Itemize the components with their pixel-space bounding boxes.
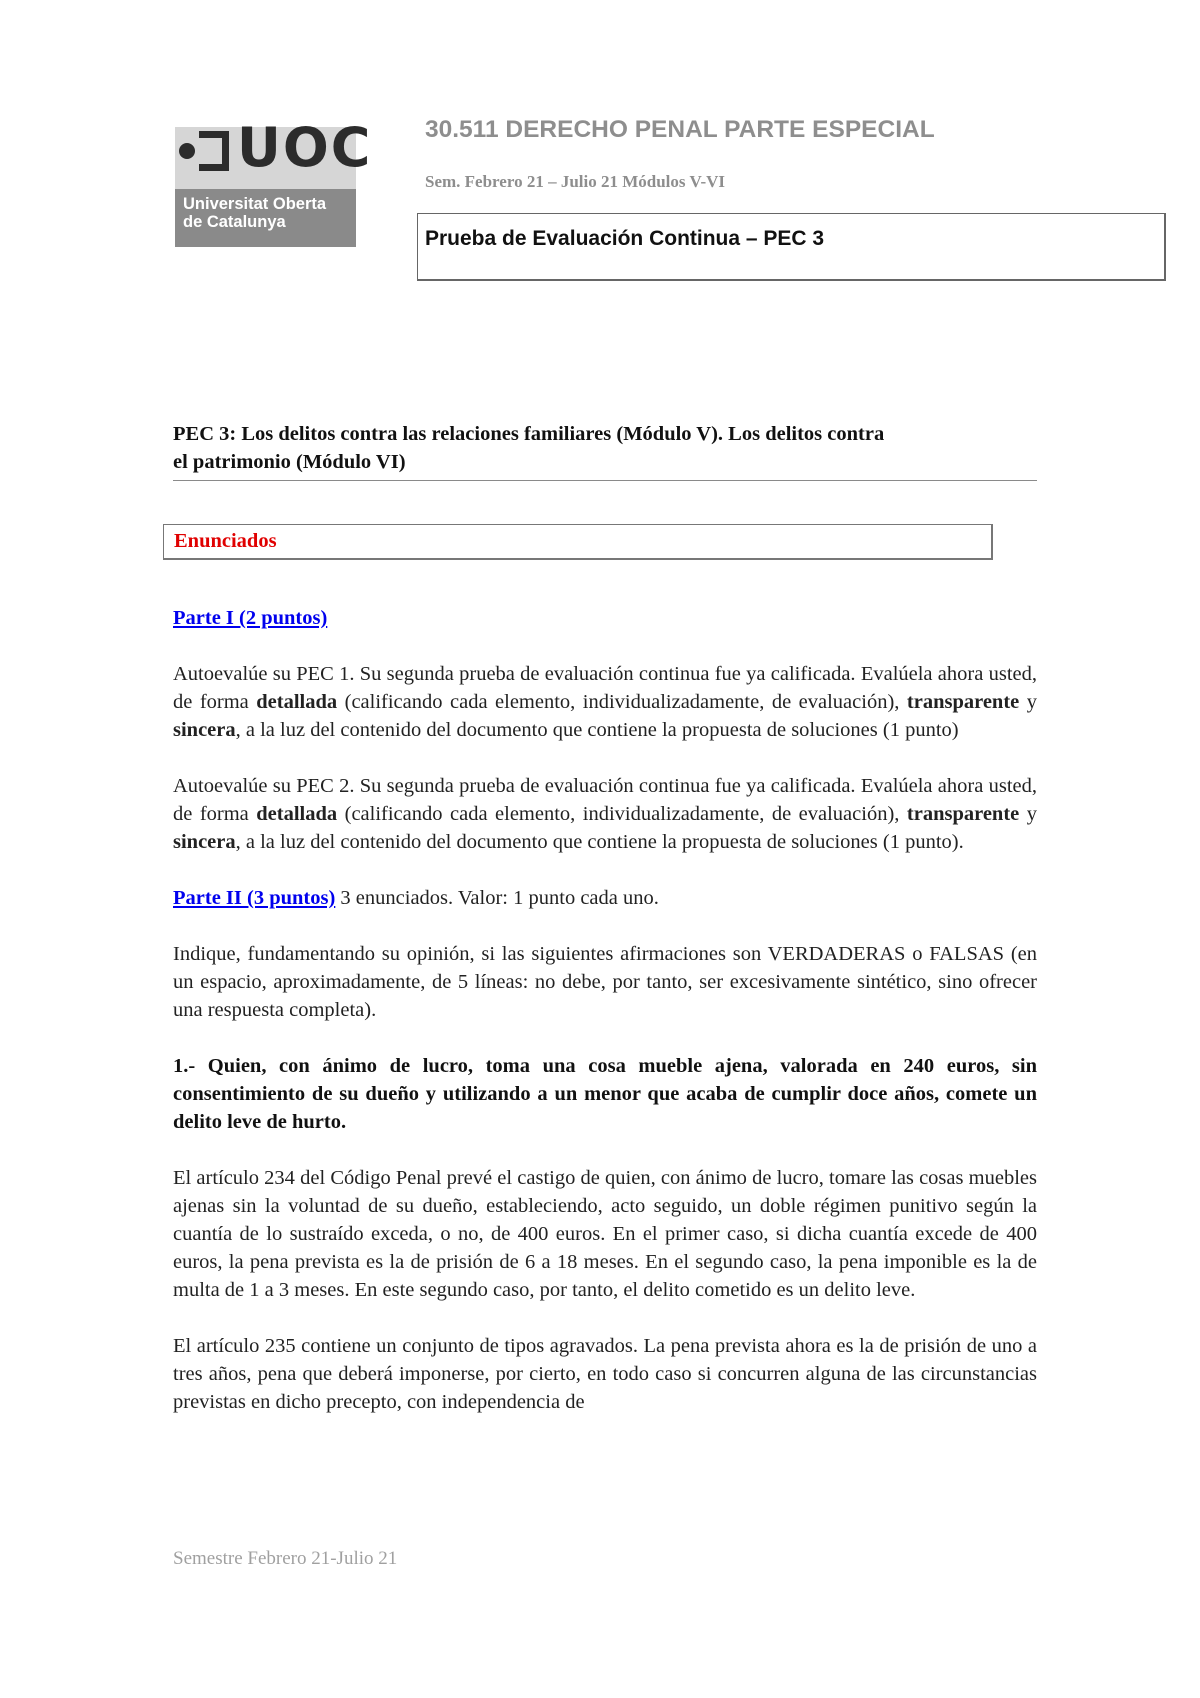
pec-title: Prueba de Evaluación Continua – PEC 3 (425, 227, 825, 250)
logo-letters: UOC (237, 116, 373, 179)
p1-text-a: Autoevalúe su PEC 1. Su segunda prueba de evaluación continua fue ya calificada. Evalúela ahora usted, de forma (173, 663, 1037, 713)
parte2-link[interactable]: Parte II (3 puntos) (173, 887, 336, 909)
parte1-link[interactable]: Parte I (2 puntos) (173, 607, 328, 629)
uoc-logo (175, 116, 373, 247)
logo-circle-icon (179, 143, 195, 159)
parte2-instructions: Indique, fundamentando su opinión, si las siguientes afirmaciones son VERDADERAS o FALSAS (en un espacio, aproximadamente, de 5 líneas: no debe, por tanto, ser excesivamente sintético, sino ofrecer una respuesta completa). (173, 943, 1037, 1021)
p2-bold-detallada: detallada (256, 803, 338, 825)
question-1: 1.- Quien, con ánimo de lucro, toma una cosa mueble ajena, valorada en 240 euros, sin consentimiento de su dueño y utilizando a un menor que acaba de cumplir doce años, comete un delito leve de hurto. (173, 1055, 1037, 1133)
p2-text-d: y (1019, 803, 1037, 825)
course-code: 30.511 DERECHO PENAL PARTE ESPECIAL (425, 116, 935, 143)
parte1-heading (173, 604, 1037, 632)
answer-paragraph-1: El artículo 234 del Código Penal prevé el castigo de quien, con ánimo de lucro, tomare las cosas muebles ajenas sin la voluntad de su dueño, estableciendo, acto seguido, un doble régimen punitivo según la cuantía de lo sustraído exceda, o no, de 400 euros. En el primer caso, si dicha cuantía excede de 400 euros, la pena prevista es la de prisión de 6 a 18 meses. En el segundo caso, la pena imponible es la de multa de 1 a 3 meses. En este segundo caso, por tanto, el delito cometido es un delito leve. (173, 1167, 1037, 1301)
pec-title-box (417, 213, 1166, 281)
logo-bracket-icon (199, 131, 229, 171)
p1-text-c: (calificando cada elemento, individualizadamente, de evaluación), (337, 691, 907, 713)
enunciados-heading: Enunciados (163, 524, 993, 560)
logo-subtitle (183, 195, 326, 231)
logo-subtitle-line2: de Catalunya (183, 213, 286, 231)
p1-bold-transparente: transparente (906, 691, 1020, 713)
subject-title-line1: PEC 3: Los delitos contra las relaciones familiares (Módulo V). Los delitos contra (173, 423, 885, 445)
p2-text-a: Autoevalúe su PEC 2. Su segunda prueba de evaluación continua fue ya calificada. Evalúela ahora usted, de forma (173, 775, 1037, 825)
parte1-paragraph-2 (173, 772, 1037, 856)
p1-bold-detallada: detallada (256, 691, 338, 713)
document-body (173, 420, 1037, 1416)
logo-subtitle-line1: Universitat Oberta (183, 195, 327, 213)
subject-title-line2: el patrimonio (Módulo VI) (173, 451, 406, 473)
answer-paragraph-2: El artículo 235 contiene un conjunto de tipos agravados. La pena prevista ahora es la de prisión de uno a tres años, pena que deberá imponerse, por cierto, en todo caso si concurren alguna de las circunstancias previstas en dicho precepto, con independencia de (173, 1335, 1037, 1413)
semester-label: Sem. Febrero 21 – Julio 21 Módulos V-VI (425, 172, 726, 191)
parte2-heading (173, 884, 1037, 912)
subject-title (173, 420, 1037, 481)
parte1-paragraph-1 (173, 660, 1037, 744)
p1-text-e: , a la luz del contenido del documento que contiene la propuesta de soluciones (1 punto) (235, 719, 959, 741)
p2-bold-sincera: sincera (173, 831, 236, 853)
page-footer: Semestre Febrero 21-Julio 21 (173, 1548, 398, 1569)
parte2-value-note: 3 enunciados. Valor: 1 punto cada uno. (335, 887, 659, 909)
p1-text-d: y (1019, 691, 1037, 713)
p2-bold-transparente: transparente (906, 803, 1020, 825)
p2-text-c: (calificando cada elemento, individualizadamente, de evaluación), (337, 803, 907, 825)
p2-text-e: , a la luz del contenido del documento que contiene la propuesta de soluciones (1 punto). (235, 831, 964, 853)
p1-bold-sincera: sincera (173, 719, 236, 741)
